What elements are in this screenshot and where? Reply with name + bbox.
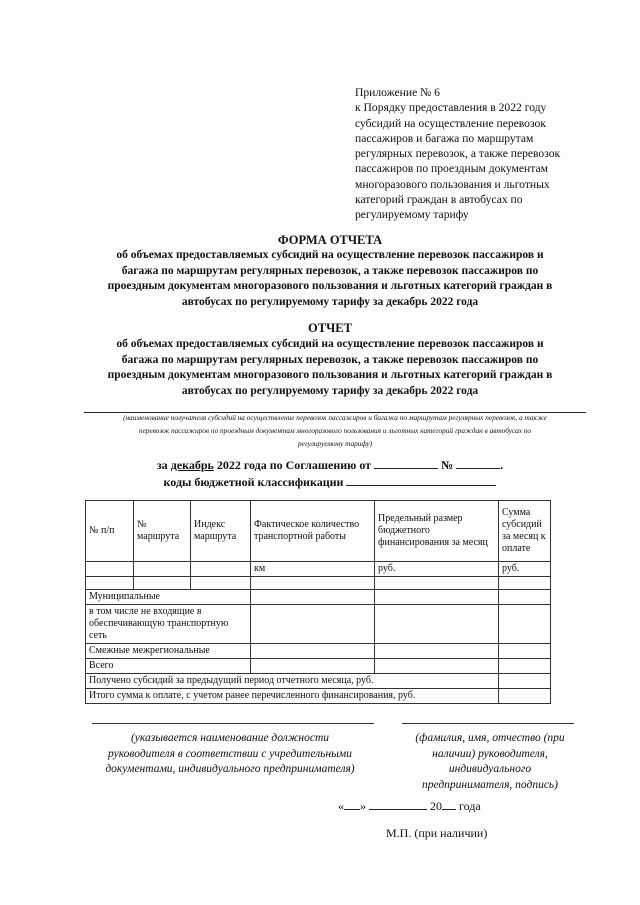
report-line: багажа по маршрутам регулярных перевозок, а также перевозок пассажиров по [121,353,539,366]
form-line: об объемах предоставляемых субсидий на осуществление перевозок пассажиров и [116,249,544,261]
report-description [60,337,600,399]
seal-note: М.П. (при наличии) [386,826,488,840]
table-cell[interactable] [499,577,551,590]
unit-cell [86,562,134,577]
caption-line: предпринимателя, подпись) [422,778,558,791]
caption-line: (указывается наименование должности [130,732,330,744]
table-cell[interactable] [499,644,551,659]
day-blank[interactable] [344,798,360,810]
caption-line: наличии) руководителя, [432,747,548,760]
table-blank-row [86,577,551,590]
table-cell[interactable] [499,605,551,644]
appendix-line: регулярных перевозок, а также перевозок [355,147,561,161]
appendix-line: пассажиров и багажа по маршрутам [355,131,534,145]
table-cell[interactable] [86,577,134,590]
row-label: в том числе не входящие в обеспечивающую транспортную сеть [86,605,251,644]
date-close-quote: » [360,799,366,813]
year-prefix: 20 [430,799,442,813]
unit-cell [191,562,251,577]
budget-codes-line [60,474,600,491]
agreement-number-blank[interactable] [456,457,500,469]
appendix-line: категорий граждан в автобусах по [355,193,523,207]
report-line: автобусах по регулируемому тарифу за декабрь 2022 года [181,384,479,397]
note-line: (наименование получателя субсидий на осуществление перевозок пассажиров и багажа по маршрутам регулярных перевозок, а также [123,413,547,422]
caption-line: руководителя в соответствии с учредительными [108,747,352,760]
agreement-prefix: за [156,458,168,472]
agreement-text: 2022 года по Соглашению от [216,458,372,472]
appendix-line: Приложение № 6 [355,86,440,99]
table-cell[interactable] [375,590,499,605]
table-cell[interactable] [375,605,499,644]
year-blank[interactable] [442,798,456,810]
table-cell[interactable] [191,577,251,590]
table-cell[interactable] [499,689,551,704]
report-title: ОТЧЕТ [308,321,352,335]
caption-line: документами, индивидуального предпринимателя) [105,763,355,775]
position-caption [60,731,400,778]
table-cell[interactable] [499,674,551,689]
table-cell[interactable] [375,644,499,659]
recipient-note [84,411,586,451]
caption-line: (фамилия, имя, отчество (при [415,732,565,744]
table-row [86,689,551,704]
month-blank[interactable] [369,798,427,810]
table-row [86,605,551,644]
unit-cell: км [251,562,375,577]
appendix-line: пассажиров по проездным документам [355,162,548,176]
name-signature-line[interactable] [402,723,574,724]
unit-cell: руб. [375,562,499,577]
table-cell[interactable] [251,590,375,605]
table-row [86,674,551,689]
table-header-row [86,501,551,562]
position-signature-line[interactable] [92,723,374,724]
unit-cell [134,562,191,577]
form-line: багажа по маршрутам регулярных перевозок, а также перевозок пассажиров по [121,264,539,277]
year-suffix: года [459,799,481,813]
table-cell[interactable] [375,659,499,674]
report-table [85,500,551,704]
form-description [60,248,600,310]
table-cell[interactable] [251,577,375,590]
table-units-row [86,562,551,577]
report-line: проездным документам многоразового пользования и льготных категорий граждан в [107,369,553,382]
header-cell: Индекс маршрута [191,501,251,562]
agreement-block [60,457,600,490]
agreement-number-label: № [441,458,454,472]
table-cell[interactable] [134,577,191,590]
row-label: Итого сумма к оплате, с учетом ранее перечисленного финансирования, руб. [86,689,499,704]
table-row [86,644,551,659]
appendix-header [355,85,605,223]
header-cell: Предельный размер бюджетного финансирования за месяц [375,501,499,562]
table-cell[interactable] [251,659,375,674]
agreement-date-blank[interactable] [374,457,438,469]
form-line: проездным документам многоразового пользования и льготных категорий граждан в [107,280,553,293]
date-open-quote: « [338,799,344,813]
row-label: Муниципальные [86,590,251,605]
row-label: Получено субсидий за предыдущий период отчетного месяца, руб. [86,674,499,689]
caption-line: индивидуального [448,763,532,775]
appendix-line: многоразового пользования и льготных [355,177,550,191]
appendix-line: регулируемому тарифу [355,208,469,222]
table-cell[interactable] [499,659,551,674]
note-line: перевозок пассажиров по проездным документам многоразового пользования и льготных категорий граждан в автобусах по [138,426,532,436]
agreement-period: . [500,458,504,472]
table-cell[interactable] [375,577,499,590]
row-label: Смежные межрегиональные [86,644,251,659]
row-label: Всего [86,659,251,674]
table-cell[interactable] [499,590,551,605]
name-caption [390,731,590,793]
note-line: регулируемому тарифу) [297,439,373,449]
table-row [86,659,551,674]
form-line: автобусах по регулируемому тарифу за декабрь 2022 года [181,295,479,308]
unit-cell: руб. [499,562,551,577]
budget-codes-label: коды бюджетной классификации [163,474,344,489]
appendix-line: к Порядку предоставления в 2022 году [355,101,547,115]
table-cell[interactable] [251,644,375,659]
agreement-month: декабрь [170,458,214,472]
form-title: ФОРМА ОТЧЕТА [277,233,383,247]
date-line [338,798,481,814]
table-row [86,590,551,605]
header-cell: Фактическое количество транспортной работы [251,501,375,562]
report-line: об объемах предоставляемых субсидий на осуществление перевозок пассажиров и [116,338,544,350]
appendix-line: субсидий на осуществление перевозок [355,116,546,130]
header-cell: № маршрута [134,501,191,562]
header-cell: № п/п [86,501,134,562]
agreement-line [60,457,600,474]
header-cell: Сумма субсидий за месяц к оплате [499,501,551,562]
table-cell[interactable] [251,605,375,644]
budget-codes-blank[interactable] [346,474,496,486]
